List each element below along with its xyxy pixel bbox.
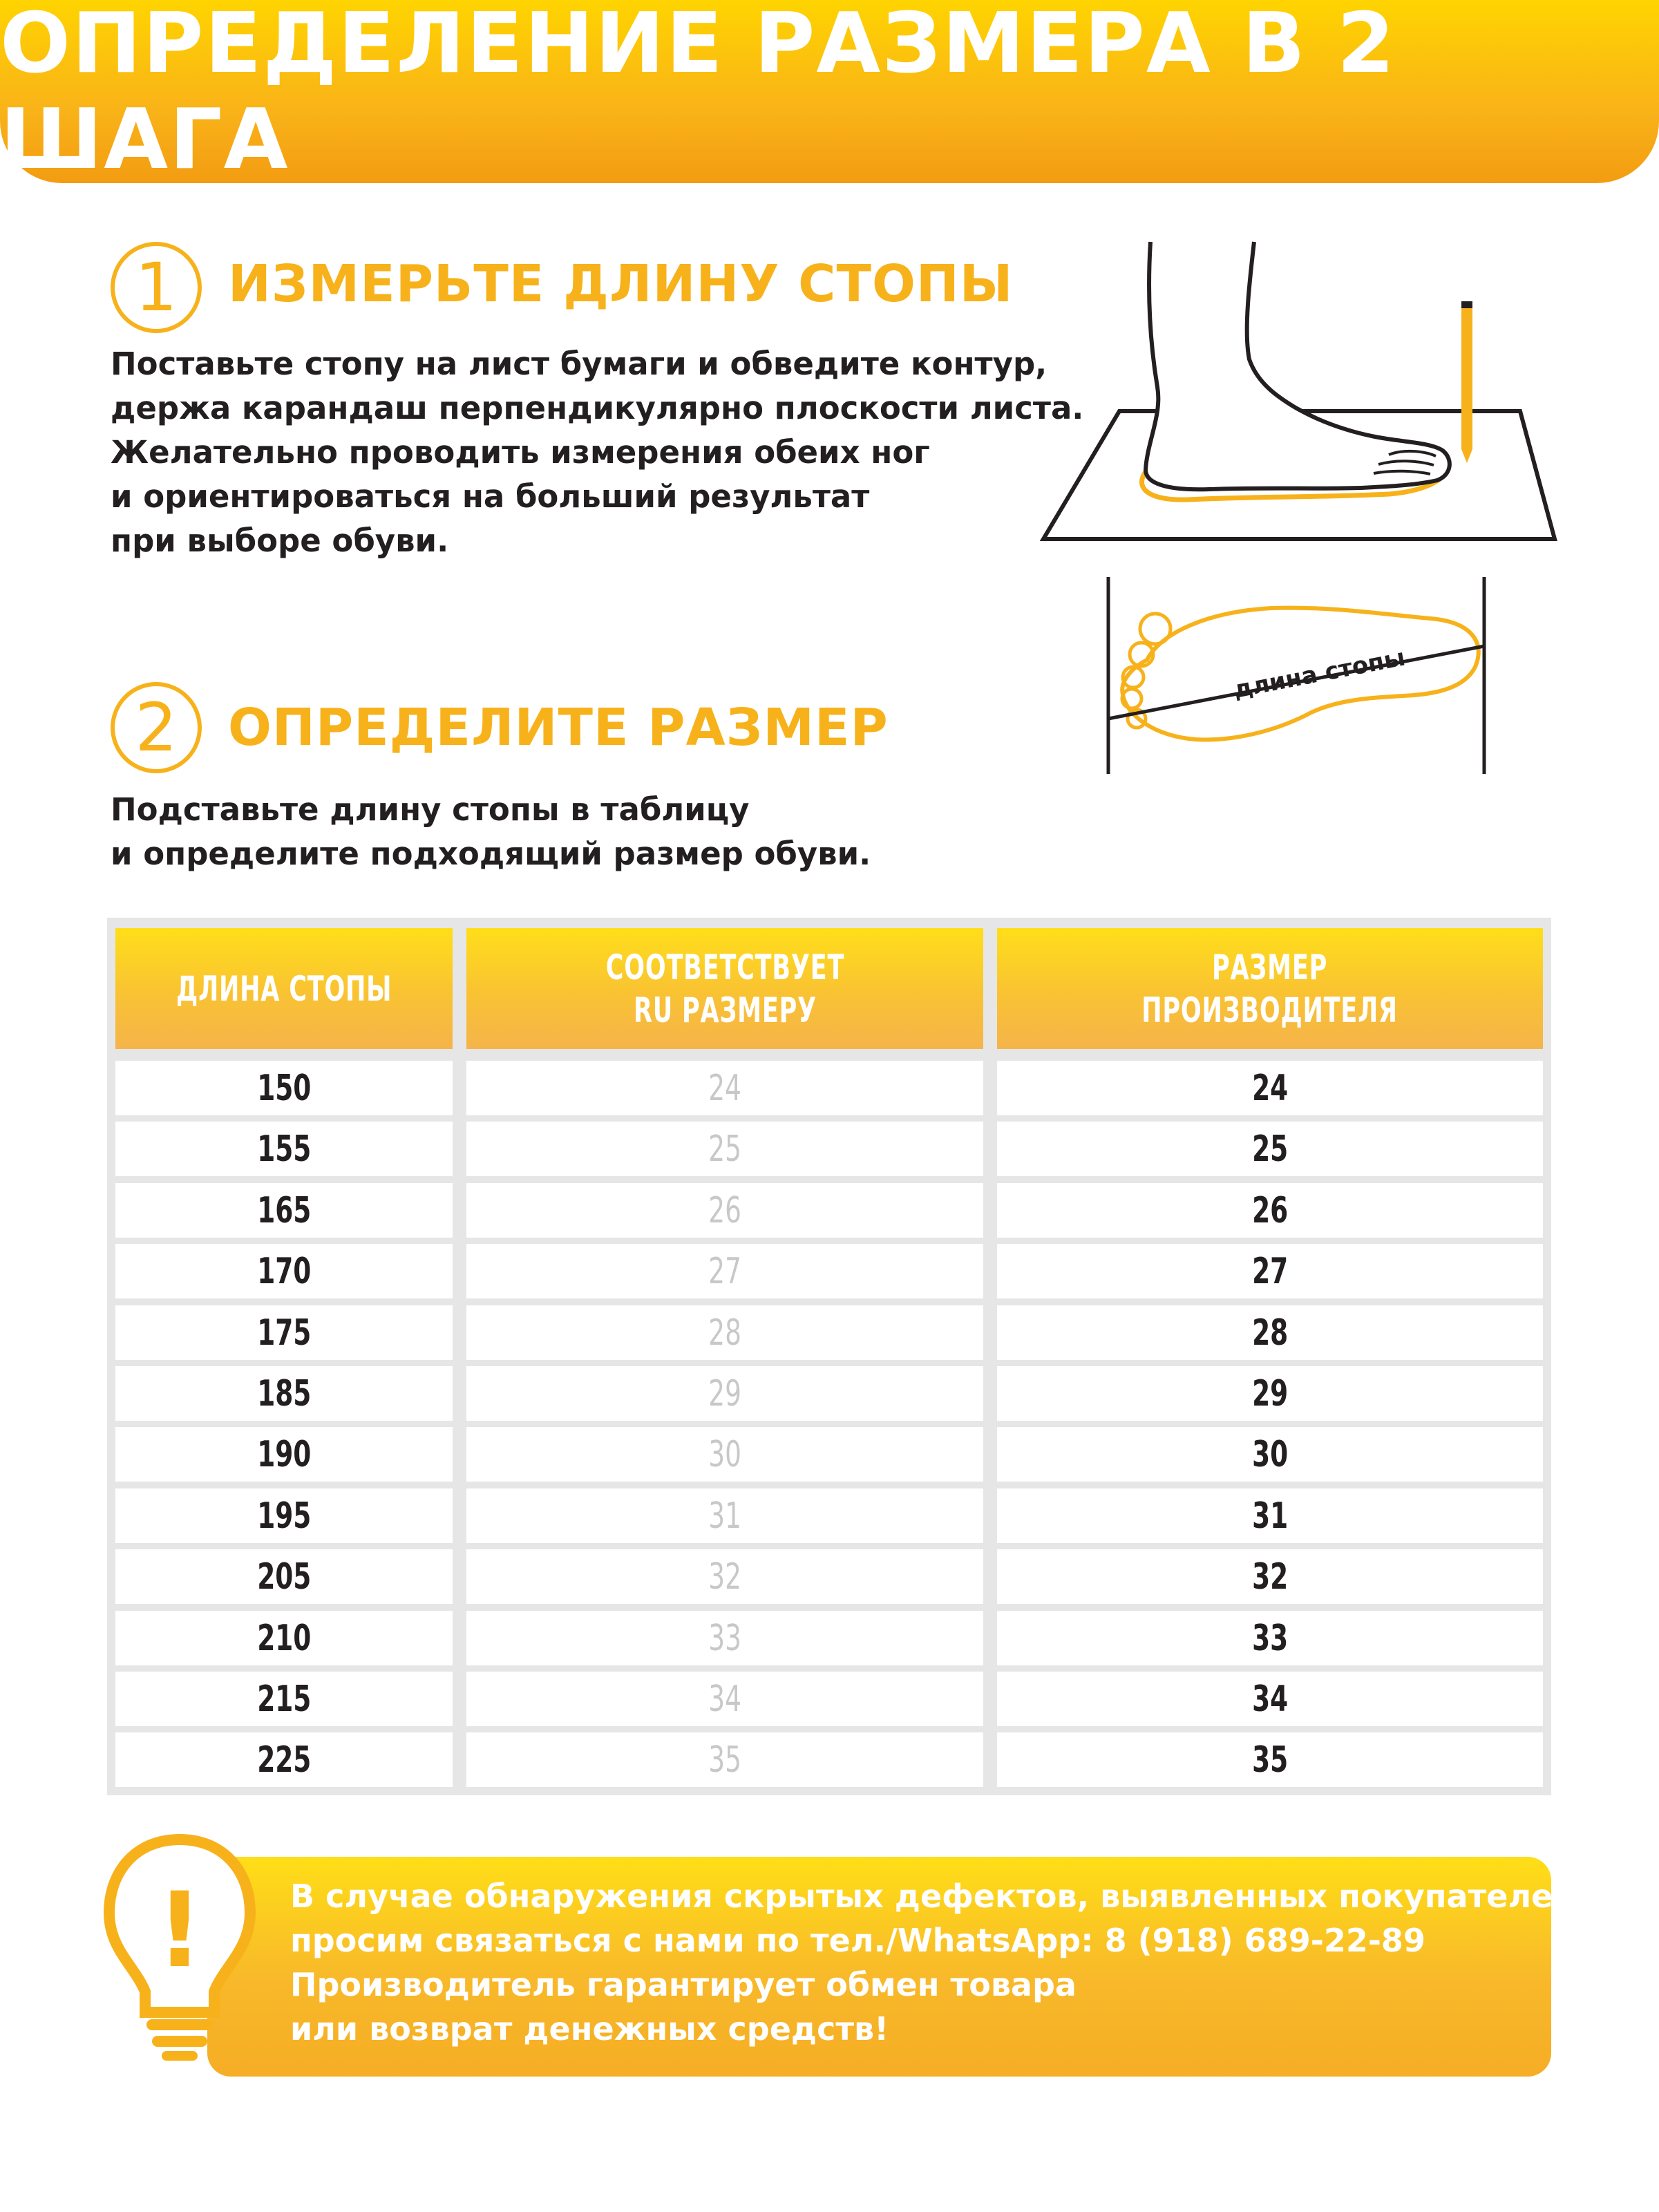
cell-value: 27 [708,1250,741,1292]
notice-line: Производитель гарантирует обмен товара [290,1966,1077,2003]
step-1-badge [111,242,202,333]
foot-on-paper-illustration [1030,235,1568,553]
cell-value: 190 [256,1433,312,1475]
cell-value: 33 [1251,1617,1289,1659]
cell-ru-size [466,1061,983,1115]
cell-value: 30 [708,1433,741,1475]
cell-value: 27 [1251,1250,1289,1292]
cell-value: 155 [256,1128,312,1170]
cell-foot-length [115,1183,453,1238]
cell-value: 165 [256,1189,312,1231]
cell-manufacturer-size [997,1122,1543,1176]
cell-value: 25 [1251,1128,1289,1170]
step-2-title: ОПРЕДЕЛИТЕ РАЗМЕР [228,698,889,757]
cell-manufacturer-size [997,1611,1543,1665]
cell-value: 215 [256,1678,312,1720]
step-1-title: ИЗМЕРЬТЕ ДЛИНУ СТОПЫ [228,254,1014,314]
cell-manufacturer-size [997,1366,1543,1421]
cell-ru-size [466,1672,983,1726]
cell-value: 24 [708,1067,741,1109]
notice-line: или возврат денежных средств! [290,2010,889,2048]
cell-manufacturer-size [997,1488,1543,1543]
cell-foot-length [115,1366,453,1421]
step-2-text [111,788,871,876]
step-1-line: держа карандаш перпендикулярно плоскости листа. [111,390,1084,426]
cell-foot-length [115,1061,453,1115]
cell-value: 185 [256,1372,312,1415]
cell-value: 26 [708,1189,741,1231]
cell-value: 31 [1251,1495,1289,1537]
cell-manufacturer-size [997,1672,1543,1726]
cell-foot-length [115,1488,453,1543]
cell-manufacturer-size [997,1732,1543,1787]
size-table [107,918,1551,1795]
cell-value: 33 [708,1617,741,1659]
cell-value: 205 [256,1556,312,1598]
cell-value: 29 [1251,1372,1289,1415]
header-line: ПРОИЗВОДИТЕЛЯ [1141,990,1399,1030]
notice-line: В случае обнаружения скрытых дефектов, выявленных покупателем, [290,1878,1591,1915]
cell-manufacturer-size [997,1305,1543,1360]
cell-value: 32 [708,1556,741,1598]
cell-value: 31 [708,1495,741,1537]
cell-manufacturer-size [997,1061,1543,1115]
cell-foot-length [115,1305,453,1360]
cell-manufacturer-size [997,1244,1543,1298]
cell-ru-size [466,1488,983,1543]
cell-value: 25 [708,1128,741,1170]
cell-value: 195 [256,1495,312,1537]
header-line: RU РАЗМЕРУ [633,990,817,1030]
cell-ru-size [466,1427,983,1482]
cell-ru-size [466,1366,983,1421]
notice-text [290,1874,1591,2051]
cell-value: 150 [256,1067,312,1109]
lightbulb-exclamation-icon [97,1831,263,2066]
cell-value: 24 [1251,1067,1289,1109]
cell-ru-size [466,1732,983,1787]
cell-manufacturer-size [997,1183,1543,1238]
cell-value: 29 [708,1372,741,1415]
foot-length-label: длина стопы [1231,643,1407,704]
cell-foot-length [115,1427,453,1482]
cell-value: 35 [708,1739,741,1781]
cell-manufacturer-size [997,1427,1543,1482]
header-ru-size [466,928,983,1049]
cell-ru-size [466,1183,983,1238]
step-1-text [111,342,1083,563]
cell-manufacturer-size [997,1549,1543,1604]
page-title: ОПРЕДЕЛЕНИЕ РАЗМЕРА В 2 ШАГА [0,0,1396,188]
cell-value: 30 [1251,1433,1289,1475]
step-2-line: Подставьте длину стопы в таблицу [111,791,750,828]
cell-ru-size [466,1549,983,1604]
cell-value: 28 [708,1312,741,1354]
cell-value: 35 [1251,1739,1289,1781]
header-manufacturer-size [997,928,1543,1049]
cell-value: 26 [1251,1189,1289,1231]
cell-ru-size [466,1244,983,1298]
cell-ru-size [466,1305,983,1360]
cell-foot-length [115,1549,453,1604]
step-1-line: при выборе обуви. [111,522,449,559]
cell-value: 225 [256,1739,312,1781]
step-1-line: Поставьте стопу на лист бумаги и обведите контур, [111,346,1047,382]
step-1-line: Желательно проводить измерения обеих ног [111,434,930,471]
step-2-badge [111,682,202,773]
cell-value: 34 [708,1678,741,1720]
step-2-number: 2 [135,689,178,766]
exclamation-mark: ! [155,1871,204,1991]
header-line: РАЗМЕР [1212,947,1328,987]
cell-value: 175 [256,1312,312,1354]
cell-ru-size [466,1122,983,1176]
step-1-number: 1 [135,249,178,326]
cell-value: 28 [1251,1312,1289,1354]
cell-value: 32 [1251,1556,1289,1598]
cell-value: 210 [256,1617,312,1659]
footprint-length-illustration [1099,577,1499,777]
cell-foot-length [115,1732,453,1787]
header-line: ДЛИНА СТОПЫ [176,968,392,1009]
header-foot-length [115,928,453,1049]
step-1-line: и ориентироваться на больший результат [111,478,870,515]
cell-foot-length [115,1244,453,1298]
step-2-line: и определите подходящий размер обуви. [111,835,871,872]
cell-foot-length [115,1611,453,1665]
cell-value: 34 [1251,1678,1289,1720]
notice-line: просим связаться с нами по тел./WhatsApp: 8 (918) 689-22-89 [290,1922,1425,1959]
header-line: СООТВЕТСТВУЕТ [605,947,844,987]
cell-foot-length [115,1672,453,1726]
cell-foot-length [115,1122,453,1176]
cell-ru-size [466,1611,983,1665]
cell-value: 170 [256,1250,312,1292]
